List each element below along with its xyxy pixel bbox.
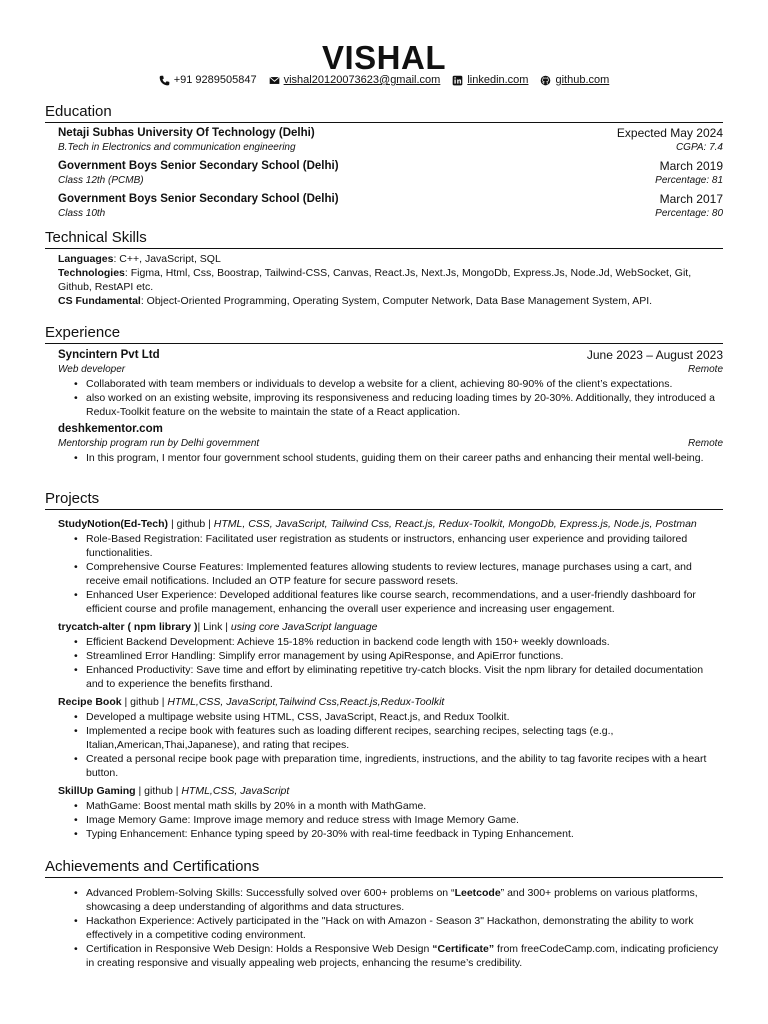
project-stack: HTML,CSS, JavaScript <box>181 785 290 797</box>
bullet-item: • MathGame: Boost mental math skills by 20% in a month with MathGame. <box>86 799 723 813</box>
achievement-item <box>86 942 723 970</box>
bullet-item: • In this program, I mentor four government school students, guiding them on their career paths and enhancing their mental well-being. <box>86 451 723 465</box>
project-bullets <box>45 710 723 780</box>
job-bullets <box>45 451 723 465</box>
project-name: StudyNotion(Ed-Tech) <box>58 518 169 530</box>
skill-label: CS Fundamental <box>58 295 141 307</box>
skills-section <box>45 229 723 308</box>
job-bullets <box>45 377 723 419</box>
github-item[interactable] <box>540 73 609 87</box>
achievement-text: ” and 300+ problems on various platforms, showcasing a deep understanding of algorithms and data structures. <box>86 887 698 913</box>
education-date: March 2017 <box>659 192 723 206</box>
projects-title: Projects <box>45 490 723 510</box>
skill-label: Technologies <box>58 267 125 279</box>
institution-name: Government Boys Senior Secondary School (Delhi) <box>58 193 339 205</box>
achievements-title: Achievements and Certifications <box>45 858 723 878</box>
contact-bar <box>0 73 768 87</box>
job-role: Web developer <box>58 364 126 375</box>
job-location: Remote <box>687 438 723 449</box>
experience-section <box>45 324 723 465</box>
project-entry <box>45 517 723 616</box>
skill-technologies <box>58 266 723 294</box>
project-bullets <box>45 799 723 841</box>
skill-cs-fundamental <box>58 294 723 308</box>
grade-value: Percentage: 80 <box>655 208 723 219</box>
bullet-item: • Created a personal recipe book page with preparation time, ingredients, instructions, and the ability to tag favorite recipes with a heart button. <box>86 752 723 780</box>
envelope-icon <box>269 75 280 86</box>
job-entry <box>45 347 723 419</box>
company-name: deshkementor.com <box>58 423 163 435</box>
education-entry <box>45 125 723 155</box>
bullet-item: • Implemented a recipe book with features such as loading different recipes, searching recipes, selecting tags (e.g., Italian,American,Thai,Japanese), and rating that recipes. <box>86 724 723 752</box>
degree-name: Class 10th <box>58 208 106 219</box>
bullet-item: • Role-Based Registration: Facilitated user registration as students or instructors, enhancing user experience and providing tailored functionalities. <box>86 532 723 560</box>
project-stack: using core JavaScript language <box>230 621 378 633</box>
email-item[interactable] <box>269 73 441 87</box>
education-entry <box>45 158 723 188</box>
degree-name: Class 12th (PCMB) <box>58 175 144 186</box>
degree-name: B.Tech in Electronics and communication engineering <box>58 142 296 153</box>
skill-label: Languages <box>58 253 114 265</box>
project-stack: HTML,CSS, JavaScript,Tailwind Css,React.js,Redux-Toolkit <box>167 696 445 708</box>
bullet-item: • Developed a multipage website using HTML, CSS, JavaScript, React.js, and Redux Toolkit. <box>86 710 723 724</box>
achievement-text: Certification in Responsive Web Design: Holds a Responsive Web Design <box>86 943 433 955</box>
experience-title: Experience <box>45 324 723 344</box>
project-bullets <box>45 532 723 616</box>
bullet-item: • Typing Enhancement: Enhance typing speed by 20-30% with real-time feedback in Typing Enhancement. <box>86 827 723 841</box>
education-date: Expected May 2024 <box>616 126 723 140</box>
project-links[interactable]: | github | <box>121 696 168 708</box>
phone-item[interactable] <box>159 73 257 87</box>
github-link[interactable]: github.com <box>555 74 610 86</box>
achievement-item: • Hackathon Experience: Actively participated in the "Hack on with Amazon - Season 3" Hackathon, demonstrating the ability to work effectively in a competitive coding environment. <box>86 914 723 942</box>
bullet-item: • Collaborated with team members or individuals to develop a website for a client, achieving 80-90% of the client’s expectations. <box>86 377 723 391</box>
skill-values: : C++, JavaScript, SQL <box>113 253 221 265</box>
job-location: Remote <box>687 364 723 375</box>
bullet-item: • Enhanced User Experience: Developed additional features like course search, recommendations, and a user-friendly dashboard for efficient course and profile management, enhancing the overall user experience and increasing user engagement. <box>86 588 723 616</box>
project-entry <box>45 784 723 841</box>
job-date: June 2023 – August 2023 <box>586 348 723 362</box>
bullet-item: • Image Memory Game: Improve image memory and reduce stress with Image Memory Game. <box>86 813 723 827</box>
project-bullets <box>45 635 723 691</box>
education-title: Education <box>45 103 723 123</box>
projects-section <box>45 490 723 841</box>
linkedin-icon <box>452 75 463 86</box>
achievement-item <box>86 886 723 914</box>
education-section <box>45 103 723 221</box>
bullet-item: • also worked on an existing website, improving its responsiveness and reducing loading times by 20-30%. Additionally, they introduced a Redux-Toolkit feature on the website to maintain the state of a React application. <box>86 391 723 419</box>
bullet-item: • Comprehensive Course Features: Implemented features allowing students to review lectures, manage purchases using a cart, and receive email notifications. Included an OTP feature for secure password resets. <box>86 560 723 588</box>
grade-value: Percentage: 81 <box>655 175 723 186</box>
achievement-highlight: Leetcode <box>454 887 501 899</box>
company-name: Syncintern Pvt Ltd <box>58 349 160 361</box>
email-link[interactable]: vishal20120073623@gmail.com <box>283 74 441 86</box>
github-icon <box>540 75 551 86</box>
achievement-text: Advanced Problem-Solving Skills: Successfully solved over 600+ problems on “ <box>86 887 455 899</box>
education-entry <box>45 191 723 221</box>
project-entry <box>45 695 723 780</box>
achievement-text: from freeCodeCamp.com, indicating proficiency in creating responsive and visually appealing web projects, enhancing the resume’s credibility. <box>86 943 719 969</box>
skills-list <box>45 252 723 308</box>
project-stack: HTML, CSS, JavaScript, Tailwind Css, React.js, Redux-Toolkit, MongoDb, Express.js, Node.js, Postman <box>213 518 697 530</box>
achievement-bullets <box>45 886 723 970</box>
project-links[interactable]: | github | <box>135 785 182 797</box>
bullet-item: • Enhanced Productivity: Save time and effort by eliminating repetitive try-catch blocks. Visit the npm library for detailed documentation and to experience the benefits firsthand. <box>86 663 723 691</box>
linkedin-link[interactable]: linkedin.com <box>467 74 529 86</box>
bullet-item: • Streamlined Error Handling: Simplify error management by using ApiResponse, and ApiError functions. <box>86 649 723 663</box>
skills-title: Technical Skills <box>45 229 723 249</box>
skill-values: : Object-Oriented Programming, Operating System, Computer Network, Data Base Management System, API. <box>140 295 653 307</box>
project-links[interactable]: | Link | <box>197 621 231 633</box>
achievement-highlight: “Certificate” <box>432 943 495 955</box>
phone-text: +91 9289505847 <box>173 74 257 86</box>
institution-name: Netaji Subhas University Of Technology (Delhi) <box>58 127 315 139</box>
institution-name: Government Boys Senior Secondary School (Delhi) <box>58 160 339 172</box>
bullet-item: • Efficient Backend Development: Achieve 15-18% reduction in backend code length with 150+ weekly downloads. <box>86 635 723 649</box>
project-name: SkillUp Gaming <box>58 785 136 797</box>
achievements-section <box>45 858 723 970</box>
project-name: Recipe Book <box>58 696 122 708</box>
candidate-name: VISHAL <box>321 39 446 76</box>
project-links[interactable]: | github | <box>168 518 214 530</box>
skill-values: : Figma, Html, Css, Boostrap, Tailwind-CSS, Canvas, React.Js, Next.Js, MongoDb, Express.Js, Node.Jd, WebSocket, Git, Github, RestAPI etc. <box>58 267 692 293</box>
job-entry <box>45 421 723 465</box>
project-name: trycatch-alter ( npm library ) <box>58 621 198 633</box>
linkedin-item[interactable] <box>452 73 528 87</box>
phone-icon <box>159 75 170 86</box>
education-date: March 2019 <box>659 159 723 173</box>
grade-value: CGPA: 7.4 <box>675 142 723 153</box>
project-entry <box>45 620 723 691</box>
job-role: Mentorship program run by Delhi government <box>58 438 260 449</box>
skill-languages <box>58 252 723 266</box>
